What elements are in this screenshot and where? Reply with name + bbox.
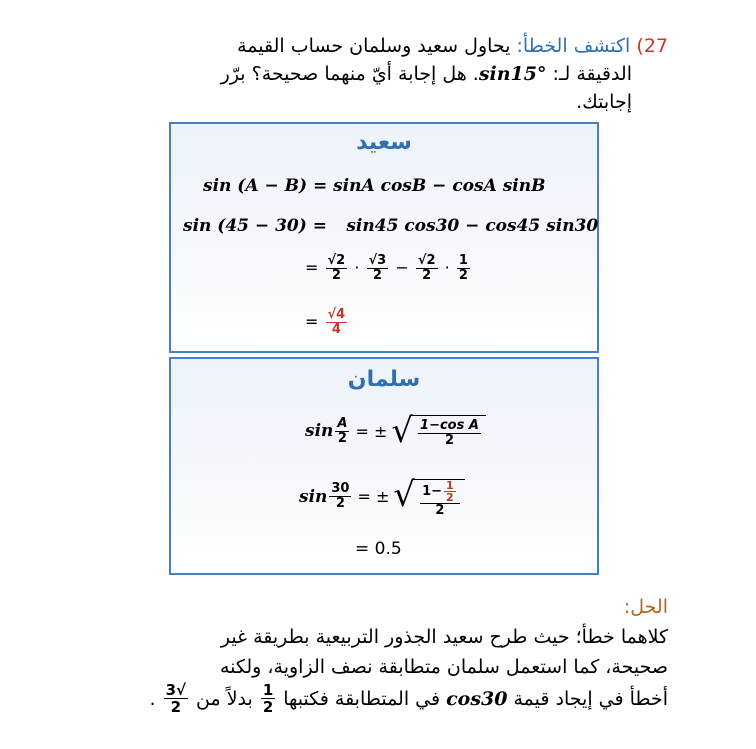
numerator: √3 <box>165 681 187 699</box>
question-text-3: إجابتك. <box>576 91 632 113</box>
denominator: 2 <box>444 433 454 448</box>
solution-period: . <box>149 687 156 710</box>
radical-sign: √ <box>391 411 414 451</box>
numerator: √2 <box>417 253 436 268</box>
numerator: √4 <box>327 307 346 322</box>
denominator: 4 <box>331 322 341 337</box>
square-root <box>391 411 486 451</box>
dot-operator: · <box>354 258 360 277</box>
saeed-eq-2 <box>183 216 598 236</box>
radicand-fraction <box>420 480 460 518</box>
saeed-box <box>169 122 599 353</box>
fraction <box>416 254 438 283</box>
saeed-eq-4 <box>305 308 349 337</box>
numerator: 1−cos A <box>420 418 479 433</box>
solution-fraction-root3 <box>164 682 188 715</box>
fraction <box>326 254 348 283</box>
half-angle-fraction <box>335 417 349 446</box>
denominator: 2 <box>170 698 182 716</box>
solution-math: cos30 <box>446 687 508 710</box>
plus-minus: = ± <box>357 487 390 506</box>
numerator: A <box>337 415 348 431</box>
sin-text: sin <box>305 421 334 441</box>
denominator: 2 <box>458 268 468 283</box>
denominator: 2 <box>372 268 382 283</box>
saeed-eq-2-right: sin45 cos30 − cos45 sin30 <box>346 216 599 236</box>
denominator: 2 <box>446 491 454 504</box>
solution-text-3b: في المتطابقة فكتبها <box>283 687 441 710</box>
numerator: 1 <box>458 253 468 268</box>
question-text-2a: الدقيقة لـ: <box>552 63 632 85</box>
plus-minus: = ± <box>355 421 388 441</box>
square-root <box>393 475 464 518</box>
denominator: 2 <box>262 698 274 716</box>
solution-fraction-half <box>261 682 275 715</box>
wrong-answer-fraction <box>326 308 348 337</box>
salman-eq-1 <box>305 411 486 451</box>
radicand <box>415 479 465 518</box>
question-math: sin15° <box>478 63 547 85</box>
numerator: √2 <box>327 253 346 268</box>
solution-line-3 <box>150 682 668 715</box>
wrong-value-fraction <box>444 480 456 503</box>
fraction <box>457 254 470 283</box>
question-line-3 <box>576 88 632 116</box>
solution-line-1: كلاهما خطأ؛ حيث طرح سعيد الجذور التربيعية بطريقة غير <box>220 626 668 648</box>
question-text-1: يحاول سعيد وسلمان حساب القيمة <box>237 35 511 57</box>
solution-text-3a: أخطأ في إيجاد قيمة <box>513 687 668 710</box>
eq-sign: = <box>305 312 319 331</box>
numerator <box>420 480 460 504</box>
saeed-eq-2-left: sin (45 − 30) = <box>183 216 327 236</box>
question-label: اكتشف الخطأ: <box>516 35 631 57</box>
denominator: 2 <box>422 268 432 283</box>
dot-operator: · <box>444 258 450 277</box>
half-angle-fraction <box>329 482 351 511</box>
solution-title: الحل: <box>623 596 668 618</box>
question-line-1 <box>237 32 668 60</box>
numerator: √3 <box>368 253 387 268</box>
solution-text-3c: بدلاً من <box>196 687 253 710</box>
salman-eq-2 <box>299 475 465 518</box>
denominator: 2 <box>331 268 341 283</box>
sin-text: sin <box>299 486 328 507</box>
denominator: 2 <box>435 503 445 518</box>
salman-eq-3: = 0.5 <box>355 539 402 559</box>
saeed-eq-3 <box>305 254 472 283</box>
question-line-2 <box>221 60 632 88</box>
minus-operator: − <box>395 258 409 277</box>
saeed-eq-1: sin (A − B) = sinA cosB − cosA sinB <box>203 176 546 196</box>
eq-sign: = <box>305 258 319 277</box>
fraction <box>367 254 389 283</box>
one-minus: 1− <box>422 483 443 499</box>
radicand <box>413 415 486 451</box>
denominator: 2 <box>337 430 347 446</box>
numerator: 1 <box>262 681 274 699</box>
question-number: 27) <box>636 35 668 57</box>
numerator: 1 <box>446 479 454 492</box>
radicand-fraction <box>418 419 481 448</box>
radical-sign: √ <box>393 475 416 515</box>
denominator: 2 <box>335 496 345 511</box>
numerator: 30 <box>331 481 350 496</box>
saeed-title: سعيد <box>356 130 412 155</box>
question-text-2b: . هل إجابة أيّ منهما صحيحة؟ برّر <box>220 63 479 85</box>
salman-box <box>169 357 599 575</box>
solution-line-2: صحيحة، كما استعمل سلمان متطابقة نصف الزاوية، ولكنه <box>219 656 668 678</box>
salman-title: سلمان <box>347 367 421 392</box>
